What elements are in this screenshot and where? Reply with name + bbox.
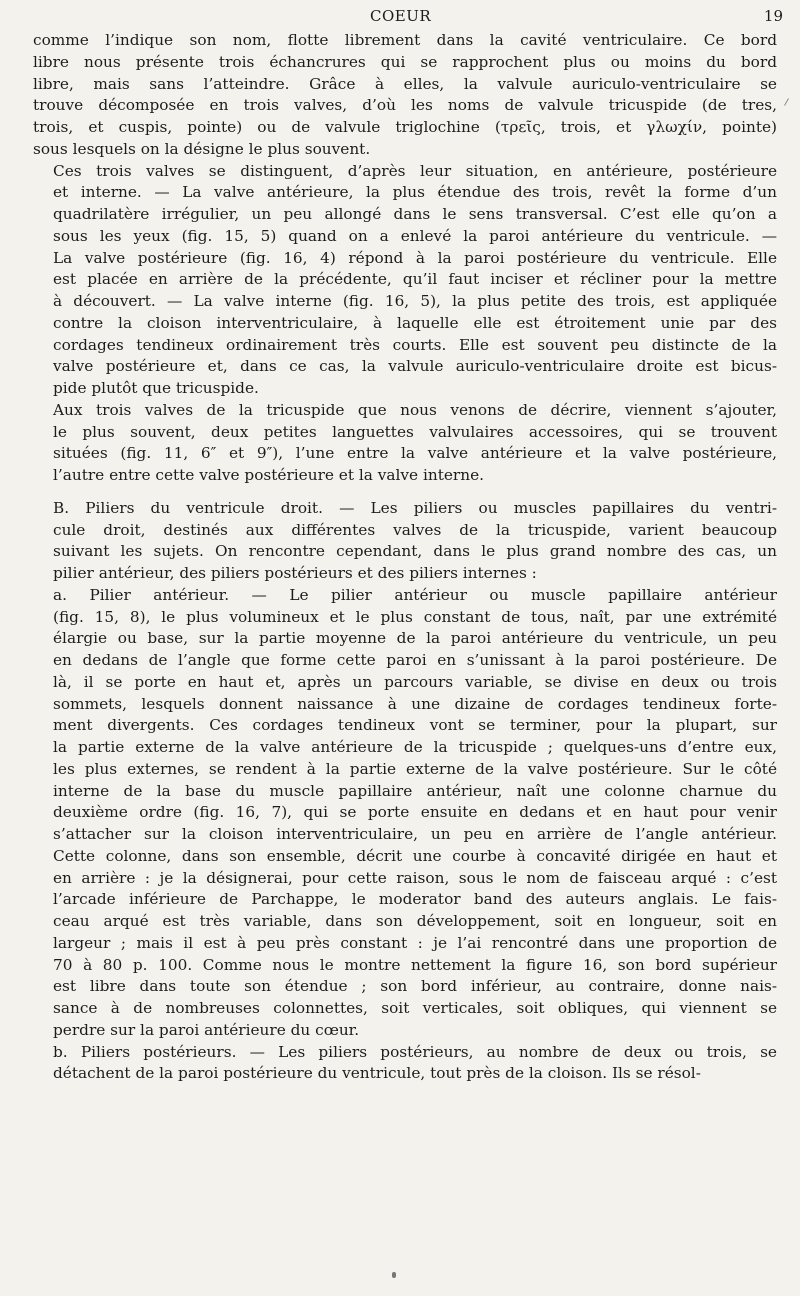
text-line: et interne. — La valve antérieure, la plus étendue des trois, revêt la forme d’un <box>53 183 777 202</box>
margin-mark <box>784 98 789 105</box>
text-line: l’arcade inférieure de Parchappe, le moderator band des auteurs anglais. Le fais- <box>53 890 777 909</box>
text-line: en arrière : je la désignerai, pour cette raison, sous le nom de faisceau arqué : c’est <box>53 868 777 887</box>
text-line: la partie externe de la valve antérieure de la tricuspide ; quelques-uns d’entre eux, <box>53 738 777 756</box>
text-line: sous les yeux (fig. 15, 5) quand on a enlevé la paroi antérieure du ventricule. — <box>53 226 777 245</box>
text-line: deuxième ordre (fig. 16, 7), qui se porte ensuite en dedans et en haut pour venir <box>53 803 777 822</box>
text-line: ceau arqué est très variable, dans son développement, soit en longueur, soit en <box>53 912 777 930</box>
running-title: COEUR <box>370 7 432 25</box>
text-line: quadrilatère irrégulier, un peu allongé dans le sens transversal. C’est elle qu’on a <box>53 205 777 223</box>
text-line: pide plutôt que tricuspide. <box>53 379 259 397</box>
text-line: est placée en arrière de la précédente, qu’il faut inciser et récliner pour la mettre <box>53 270 777 289</box>
text-line: valve postérieure et, dans ce cas, la valvule auriculo-ventriculaire droite est bicus- <box>53 357 777 376</box>
text-line: cule droit, destinés aux différentes valves de la tricuspide, varient beaucoup <box>53 520 777 539</box>
paragraph-1 <box>33 30 777 161</box>
paragraph-6 <box>33 1042 777 1086</box>
text-line: trouve décomposée en trois valves, d’où les noms de valvule tricuspide (de tres, <box>33 96 777 115</box>
text-line: Ces trois valves se distinguent, d’après leur situation, en antérieure, postérieure <box>53 161 777 180</box>
text-line: le plus souvent, deux petites languettes valvulaires accessoires, qui se trouvent <box>53 422 777 441</box>
text-line: détachent de la paroi postérieure du ventricule, tout près de la cloison. Ils se résol- <box>53 1064 701 1083</box>
text-line: b. Piliers postérieurs. — Les piliers postérieurs, au nombre de deux ou trois, se <box>53 1042 777 1061</box>
text-line: a. Pilier antérieur. — Le pilier antérieur ou muscle papillaire antérieur <box>53 585 777 604</box>
page-speck <box>392 1272 396 1278</box>
text-line: élargie ou base, sur la partie moyenne de la paroi antérieure du ventricule, un peu <box>53 629 777 648</box>
text-line: comme l’indique son nom, flotte librement dans la cavité ventriculaire. Ce bord <box>33 31 777 49</box>
text-line: s’attacher sur la cloison interventriculaire, un peu en arrière de l’angle antérieur. <box>53 825 777 843</box>
text-line: situées (fig. 11, 6″ et 9″), l’une entre la valve antérieure et la valve postérieure, <box>53 444 777 463</box>
page-number: 19 <box>763 7 783 25</box>
text-line: cordages tendineux ordinairement très courts. Elle est souvent peu distincte de la <box>53 335 777 354</box>
paragraph-3 <box>33 400 777 487</box>
text-line: pilier antérieur, des piliers postérieurs et des piliers internes : <box>53 564 537 582</box>
text-line: ment divergents. Ces cordages tendineux vont se terminer, pour la plupart, sur <box>53 716 777 735</box>
text-line: contre la cloison interventriculaire, à laquelle elle est étroitement unie par des <box>53 313 777 332</box>
text-line: 70 à 80 p. 100. Comme nous le montre nettement la figure 16, son bord supérieur <box>53 955 777 974</box>
text-line: suivant les sujets. On rencontre cependant, dans le plus grand nombre des cas, un <box>53 542 777 561</box>
text-line: perdre sur la paroi antérieure du cœur. <box>53 1020 360 1039</box>
paragraph-4 <box>33 498 777 585</box>
text-line: B. Piliers du ventricule droit. — Les piliers ou muscles papillaires du ventri- <box>53 498 777 517</box>
text-line: largeur ; mais il est à peu près constant : je l’ai rencontré dans une proportion de <box>53 933 777 952</box>
text-line: (fig. 15, 8), le plus volumineux et le plus constant de tous, naît, par une extrémité <box>53 607 777 626</box>
text-line: libre, mais sans l’atteindre. Grâce à elles, la valvule auriculo-ventriculaire se <box>33 74 777 93</box>
text-line: à découvert. — La valve interne (fig. 16, 5), la plus petite des trois, est appliquée <box>53 292 777 310</box>
running-header <box>0 7 800 31</box>
text-line: La valve postérieure (fig. 16, 4) répond à la paroi postérieure du ventricule. Elle <box>53 248 777 267</box>
text-line: interne de la base du muscle papillaire antérieur, naît une colonne charnue du <box>53 781 777 800</box>
text-line: Cette colonne, dans son ensemble, décrit une courbe à concavité dirigée en haut et <box>53 846 777 865</box>
text-line: libre nous présente trois échancrures qui se rapprochent plus ou moins du bord <box>33 52 777 71</box>
text-line: trois, et cuspis, pointe) ou de valvule triglochine (τρεῖς, trois, et γλωχίν, pointe) <box>33 118 777 136</box>
paragraph-2 <box>33 161 777 400</box>
text-line: en dedans de l’angle que forme cette paroi en s’unissant à la paroi postérieure. De <box>53 651 777 669</box>
text-line: sance à de nombreuses colonnettes, soit verticales, soit obliques, qui viennent se <box>53 999 777 1017</box>
text-line: l’autre entre cette valve postérieure et la valve interne. <box>53 466 484 484</box>
text-line: est libre dans toute son étendue ; son bord inférieur, au contraire, donne nais- <box>53 977 777 996</box>
text-line: là, il se porte en haut et, après un parcours variable, se divise en deux ou trois <box>53 672 777 691</box>
text-line: sous lesquels on la désigne le plus souvent. <box>33 139 371 158</box>
body-text <box>33 30 777 1085</box>
text-line: sommets, lesquels donnent naissance à une dizaine de cordages tendineux forte- <box>53 694 777 713</box>
text-line: Aux trois valves de la tricuspide que nous venons de décrire, viennent s’ajouter, <box>53 400 777 419</box>
paragraph-5 <box>33 585 777 1042</box>
text-line: les plus externes, se rendent à la partie externe de la valve postérieure. Sur le côté <box>53 759 777 778</box>
